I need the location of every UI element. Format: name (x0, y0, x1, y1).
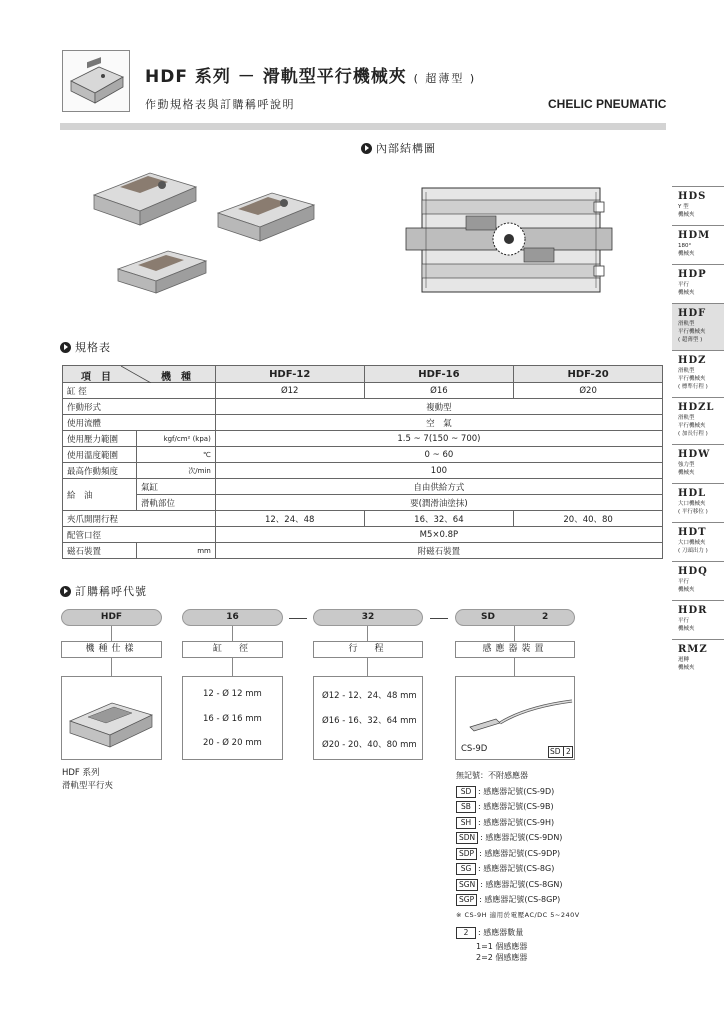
stroke-options-box (313, 676, 423, 760)
side-tab-desc: 機械夾 (678, 665, 695, 671)
product-photo-1 (94, 173, 196, 225)
qty-code-tag: 2 (456, 927, 476, 939)
spec-heading: 規格表 (60, 339, 111, 355)
side-tab-hdp[interactable] (672, 264, 724, 303)
side-tab-rmz[interactable] (672, 639, 724, 678)
side-tab-desc: 平行機械夾 (678, 329, 706, 335)
product-thumbnail (62, 50, 130, 112)
qty-option: 2=2 個感應器 (476, 952, 528, 962)
side-tab-desc: 滑軌型 (678, 321, 695, 327)
side-tab-code: HDP (678, 269, 707, 280)
model-header: HDF-16 (364, 366, 514, 383)
connector-line (367, 658, 368, 676)
sensor-note-item: SDP : 感應器記號(CS-9DP) (456, 846, 580, 862)
product-photo-3 (118, 251, 206, 293)
side-tab-desc: ( 刀頭出力 ) (678, 548, 708, 554)
sensor-note-item: SG : 感應器記號(CS-8G) (456, 861, 580, 877)
table-row: 缸 徑 Ø12 Ø16 Ø20 (63, 383, 663, 399)
side-tab-code: HDQ (678, 566, 708, 577)
code-pill-stroke: 32 (313, 609, 423, 626)
side-tab-code: HDF (678, 308, 707, 319)
side-tab-hdw[interactable] (672, 444, 724, 483)
model-image-box (61, 676, 162, 760)
list-item: 12 - Ø 12 mm (203, 689, 262, 699)
bore-options-box (182, 676, 283, 760)
connector-line (514, 658, 515, 676)
sensor-qty-note: 2 : 感應器數量 (456, 925, 580, 941)
list-item: 16 - Ø 16 mm (203, 714, 262, 724)
label-model-spec: 機種仕樣 (61, 641, 162, 658)
side-tab-code: HDR (678, 605, 708, 616)
table-row: 使用流體 空 氣 (63, 415, 663, 431)
side-tab-desc: 強力型 (678, 462, 695, 468)
series-caption: HDF 系列 滑軌型平行夾 (62, 768, 114, 791)
ordering-heading: 訂購稱呼代號 (60, 583, 147, 599)
sensor-code-tag: SH (456, 817, 476, 829)
side-tab-code: HDT (678, 527, 707, 538)
note-none: 無記號：不附感應器 (456, 771, 528, 780)
table-row: 使用壓力範圍 kgf/cm² (kpa) 1.5 ~ 7(150 ~ 700) (63, 431, 663, 447)
sensor-note-item: SDN : 感應器記號(CS-9DN) (456, 830, 580, 846)
table-row: 配管口徑 M5×0.8P (63, 527, 663, 543)
side-tab-hdl[interactable] (672, 483, 724, 522)
label-bore: 缸 徑 (182, 641, 283, 658)
arrow-bullet-icon (60, 342, 71, 353)
internal-structure-diagram (404, 182, 614, 298)
list-item: Ø16 - 16、32、64 mm (322, 716, 417, 726)
code-pill-model: HDF (61, 609, 162, 626)
side-tab-hdr[interactable] (672, 600, 724, 639)
side-tab-hdt[interactable] (672, 522, 724, 561)
side-tab-hdf[interactable] (672, 303, 724, 350)
page-subtitle: 作動規格表與訂購稱呼說明 (145, 98, 295, 111)
side-tab-desc: 180° (678, 243, 692, 249)
product-photos (88, 165, 320, 315)
qty-option: 1=1 個感應器 (476, 941, 528, 951)
connector-line (232, 658, 233, 676)
table-row: 使用溫度範圍 ℃ 0 ~ 60 (63, 447, 663, 463)
page-title: HDF 系列 － 滑軌型平行機械夾 ( 超薄型 ) (145, 67, 477, 87)
label-sensor: 感應器裝置 (455, 641, 575, 658)
side-tab-code: HDL (678, 488, 707, 499)
arrow-bullet-icon (60, 586, 71, 597)
side-tab-hdzl[interactable] (672, 397, 724, 444)
connector-line (111, 626, 112, 641)
side-tab-desc: 大口機械夾 (678, 540, 706, 546)
side-tab-desc: 滑軌型 (678, 415, 695, 421)
side-tab-desc: 機械夾 (678, 251, 695, 257)
voltage-remark: ※ CS-9H 適用於電壓AC/DC 5~240V (456, 910, 580, 919)
header-bar (60, 123, 666, 130)
side-tab-code: HDZL (678, 402, 715, 413)
side-tab-desc: ( 超薄型 ) (678, 337, 703, 343)
connector-line (514, 626, 515, 641)
side-tab-code: RMZ (678, 644, 708, 655)
separator-dash (430, 618, 448, 619)
code-pill-sensor: SD 2 (455, 609, 575, 626)
label-stroke: 行 程 (313, 641, 423, 658)
side-tab-desc: 平行機械夾 (678, 376, 706, 382)
side-tab-desc: 迴轉 (678, 657, 690, 663)
side-tab-desc: ( 加長行程 ) (678, 431, 708, 437)
internal-structure-heading: 內部結構圖 (361, 140, 436, 156)
side-tab-desc: 機械夾 (678, 212, 695, 218)
sensor-note-item: SGP : 感應器記號(CS-8GP) (456, 892, 580, 908)
connector-line (367, 626, 368, 641)
side-tab-code: HDM (678, 230, 711, 241)
sensor-code-tag: SGN (456, 879, 478, 891)
table-row: 磁石裝置 mm 附磁石裝置 (63, 543, 663, 559)
list-item: 20 - Ø 20 mm (203, 738, 262, 748)
side-tab-hdq[interactable] (672, 561, 724, 600)
sensor-note-item: SB : 感應器記號(CS-9B) (456, 799, 580, 815)
side-tab-hdm[interactable] (672, 225, 724, 264)
sensor-code-tag: SGP (456, 894, 477, 906)
side-tab-desc: 平行 (678, 618, 690, 624)
side-tab-code: HDS (678, 191, 707, 202)
side-tab-desc: 滑軌型 (678, 368, 695, 374)
sensor-code-tag: SB (456, 801, 476, 813)
table-row: 夾爪開閉行程 12、24、48 16、32、64 20、40、80 (63, 511, 663, 527)
sensor-code-tag: SG (456, 863, 476, 875)
side-tab-desc: Y 型 (678, 204, 689, 210)
side-tab-desc: 機械夾 (678, 626, 695, 632)
side-tab-desc: 平行 (678, 282, 690, 288)
title-suffix: ( 超薄型 ) (413, 72, 477, 85)
model-header: HDF-20 (514, 366, 663, 383)
sensor-note-item: SD : 感應器記號(CS-9D) (456, 784, 580, 800)
side-tab-desc: ( 平行移位 ) (678, 509, 708, 515)
sensor-code-tag: SD 2 (550, 747, 571, 756)
side-tab-hds[interactable] (672, 186, 724, 225)
sensor-code-tag: SDN (456, 832, 478, 844)
side-tab-desc: 機械夾 (678, 470, 695, 476)
sensor-code-tag: SDP (456, 848, 477, 860)
side-tab-desc: 大口機械夾 (678, 501, 706, 507)
table-row: 給 油 氣缸 自由供給方式 (63, 479, 663, 495)
table-row: 滑軌部位 要(潤滑油塗抹) (63, 495, 663, 511)
side-tab-code: HDW (678, 449, 711, 460)
side-tab-desc: 平行 (678, 579, 690, 585)
brand-logo-text: CHELIC PNEUMATIC (548, 97, 667, 111)
side-tab-desc: 機械夾 (678, 290, 695, 296)
table-row: 最高作動頻度 次/min 100 (63, 463, 663, 479)
connector-line (111, 658, 112, 676)
separator-dash (289, 618, 307, 619)
sensor-image-box (455, 676, 575, 760)
sensor-notes (456, 768, 580, 963)
model-header: HDF-12 (215, 366, 364, 383)
sensor-note-item: SGN : 感應器記號(CS-8GN) (456, 877, 580, 893)
connector-line (232, 626, 233, 641)
side-tab-desc: 機械夾 (678, 587, 695, 593)
sensor-caption: CS-9D (461, 744, 488, 754)
product-photo-2 (218, 193, 314, 241)
sensor-note-item: SH : 感應器記號(CS-9H) (456, 815, 580, 831)
side-tab-desc: 平行機械夾 (678, 423, 706, 429)
sensor-code-tag: SD (456, 786, 476, 798)
list-item: Ø12 - 12、24、48 mm (322, 691, 417, 701)
side-index-tabs (672, 186, 724, 678)
table-row: 作動形式 複動型 (63, 399, 663, 415)
side-tab-desc: ( 標準行程 ) (678, 384, 708, 390)
side-tab-hdz[interactable] (672, 350, 724, 397)
side-tab-code: HDZ (678, 355, 707, 366)
spec-header-corner: 項 目 機 種 (63, 366, 216, 383)
arrow-bullet-icon (361, 143, 372, 154)
list-item: Ø20 - 20、40、80 mm (322, 740, 417, 750)
spec-table (62, 365, 663, 559)
code-pill-bore: 16 (182, 609, 283, 626)
